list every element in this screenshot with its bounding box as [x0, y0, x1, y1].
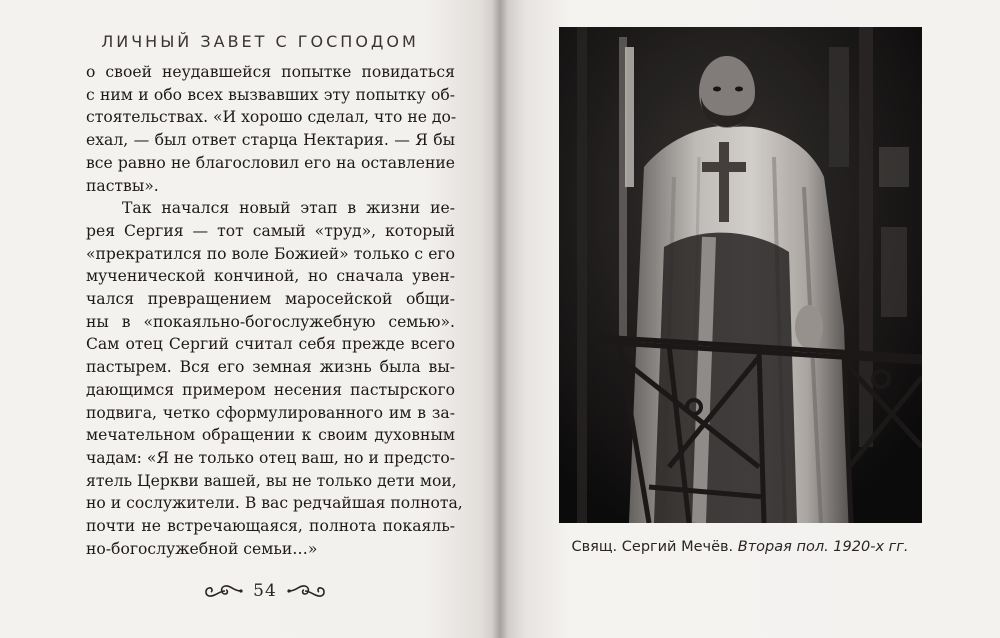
- text-line: но-богослужебной семьи…»: [86, 539, 318, 558]
- text-line: но и сослужители. В вас редчайшая полнота,: [86, 494, 463, 513]
- running-head: ЛИЧНЫЙ ЗАВЕТ С ГОСПОДОМ: [101, 32, 419, 51]
- page-number: 54: [253, 581, 277, 601]
- caption-name: Свящ. Сергий Мечёв.: [571, 539, 734, 555]
- text-line: подвига, четко сформулированного им в за-: [86, 403, 455, 422]
- text-line: все равно не благословил его на оставление: [86, 153, 455, 172]
- book-gutter: [492, 0, 508, 638]
- text-line: с ним и обо всех вызвавших эту попытку об-: [86, 85, 455, 104]
- text-line: «прекратился по воле Божией» только с его: [86, 244, 455, 263]
- portrait-photo: [559, 27, 922, 523]
- folio: [200, 577, 330, 605]
- text-line: Так начался новый этап в жизни ие-: [122, 199, 455, 218]
- text-line: мечательном обращении к своим духовным: [86, 426, 455, 445]
- text-line: ны в «покаяльно-богослужебную семью».: [86, 312, 455, 331]
- left-flourish-icon: [203, 583, 243, 599]
- caption-date: Вторая пол. 1920-х гг.: [737, 539, 909, 555]
- text-line: стоятельствах. «И хорошо сделал, что не до-: [86, 108, 457, 127]
- text-line: чался превращением маросейской общи-: [86, 290, 455, 309]
- right-flourish-icon: [287, 583, 327, 599]
- text-line: Сам отец Сергий считал себя прежде всего: [86, 335, 455, 354]
- text-line: пастырем. Вся его земная жизнь была вы-: [86, 358, 455, 377]
- text-line: паствы».: [86, 176, 159, 195]
- body-text: [86, 61, 463, 560]
- portrait-photo-graphic: [559, 27, 922, 523]
- text-line: мученической кончиной, но сначала увен-: [86, 267, 455, 286]
- text-line: дающимся примером несения пастырского: [86, 380, 455, 399]
- text-line: ехал, — был ответ старца Нектария. — Я бы: [86, 131, 455, 150]
- text-line: чадам: «Я не только отец ваш, но и предсто-: [86, 448, 456, 467]
- text-line: ятель Церкви вашей, вы не только дети мои,: [86, 471, 457, 490]
- text-line: почти не встречающаяся, полнота покаяль-: [86, 517, 455, 536]
- text-line: рея Сергия — тот самый «труд», который: [86, 221, 455, 240]
- photo-caption: [540, 539, 940, 555]
- text-line: о своей неудавшейся попытке повидаться: [86, 63, 455, 81]
